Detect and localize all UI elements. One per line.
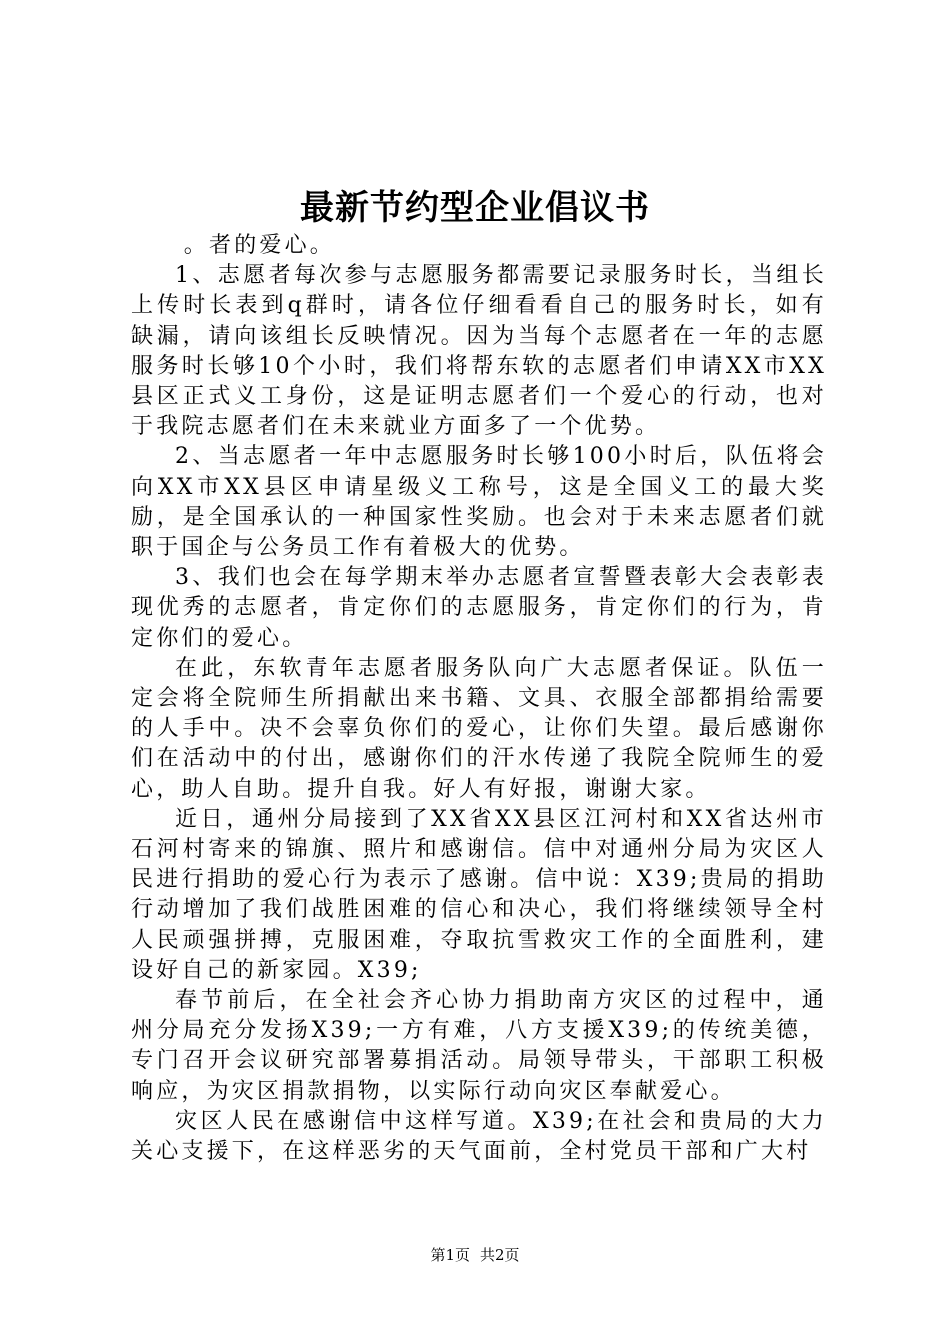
- document-title: 最新节约型企业倡议书: [300, 188, 650, 228]
- document-body: [131, 231, 827, 1167]
- page-number-current: 第1页: [430, 1246, 470, 1264]
- paragraph: 在此，东软青年志愿者服务队向广大志愿者保证。队伍一定会将全院师生所捐献出来书籍、文具、衣服全部都捐给需要的人手中。决不会辜负你们的爱心，让你们失望。最后感谢你们在活动中的付出，感谢你们的汗水传递了我院全院师生的爱心，助人自助。提升自我。好人有好报，谢谢大家。: [131, 655, 827, 802]
- page-number-total: 共2页: [480, 1246, 520, 1264]
- paragraph: 春节前后，在全社会齐心协力捐助南方灾区的过程中，通州分局充分发扬X39;一方有难，八方支援X39;的传统美德，专门召开会议研究部署募捐活动。局领导带头，干部职工积极响应，为灾区捐款捐物，以实际行动向灾区奉献爱心。: [131, 988, 827, 1104]
- paragraph: 3、我们也会在每学期末举办志愿者宣誓暨表彰大会表彰表现优秀的志愿者，肯定你们的志愿服务，肯定你们的行为，肯定你们的爱心。: [131, 565, 827, 651]
- paragraph: 1、志愿者每次参与志愿服务都需要记录服务时长，当组长上传时长表到q群时，请各位仔细看看自己的服务时长，如有缺漏，请向该组长反映情况。因为当每个志愿者在一年的志愿服务时长够10个小时，我们将帮东软的志愿者们申请XX市XX县区正式义工身份，这是证明志愿者们一个爱心的行动，也对于我院志愿者们在未来就业方面多了一个优势。: [131, 263, 827, 440]
- page-footer: [0, 1244, 950, 1266]
- paragraph: 近日，通州分局接到了XX省XX县区江河村和XX省达州市石河村寄来的锦旗、照片和感谢信。信中对通州分局为灾区人民进行捐助的爱心行为表示了感谢。信中说：X39;贵局的捐助行动增加了我们战胜困难的信心和决心，我们将继续领导全村人民顽强拼搏，克服困难，夺取抗雪救灾工作的全面胜利，建设好自己的新家园。X39;: [131, 806, 827, 983]
- paragraph: 2、当志愿者一年中志愿服务时长够100小时后，队伍将会向XX市XX县区申请星级义工称号，这是全国义工的最大奖励，是全国承认的一种国家性奖励。也会对于未来志愿者们就职于国企与公务员工作有着极大的优势。: [131, 444, 827, 561]
- paragraph: 灾区人民在感谢信中这样写道。X39;在社会和贵局的大力关心支援下，在这样恶劣的天气面前，全村党员干部和广大村: [131, 1108, 827, 1165]
- paragraph: 。者的爱心。: [183, 233, 335, 258]
